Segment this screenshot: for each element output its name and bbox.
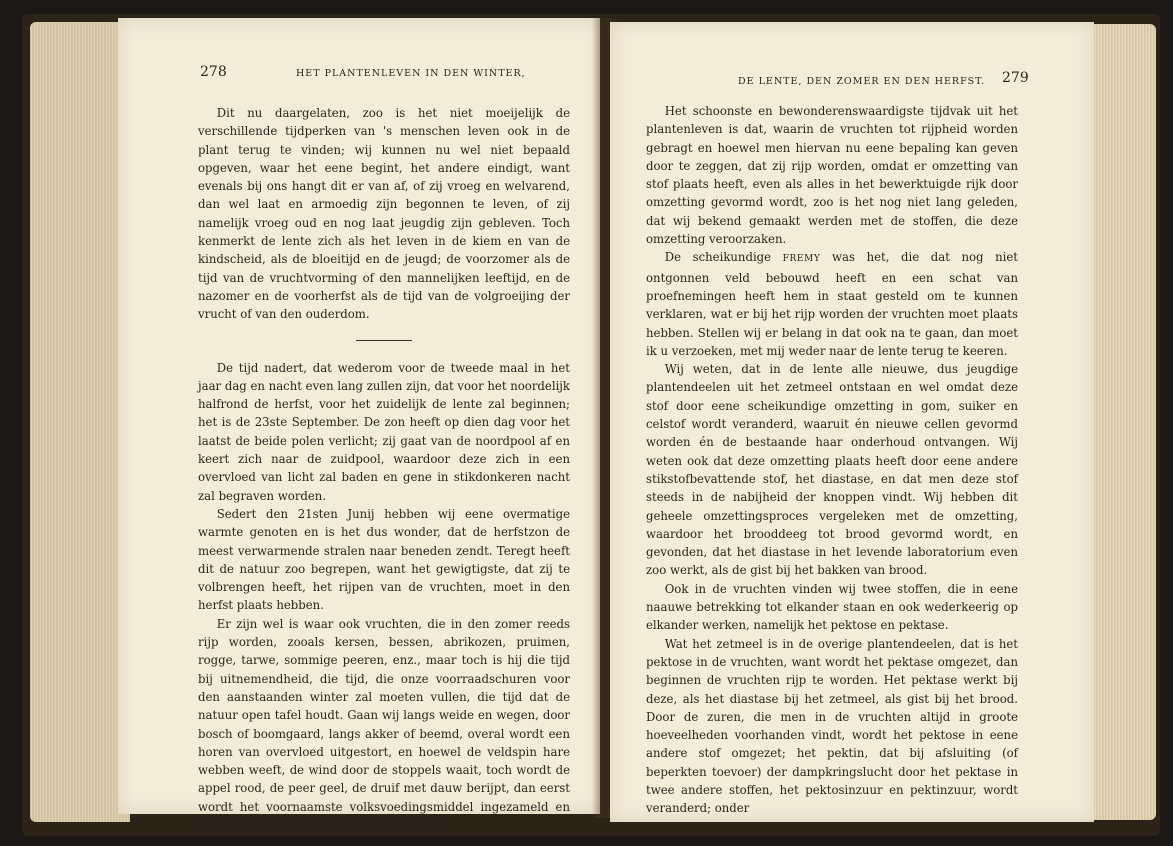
paragraph bbox=[646, 248, 1018, 360]
paragraph: Wij weten, dat in de lente alle nieuwe, dus jeugdige plantendeelen uit het zetmeel ontstaan en wel omdat deze stof door eene scheikundige omzetting in gom, suiker en celstof wordt veranderd, waaruit én nieuwe cellen gevormd worden én de bestaande haar onderhoud ontvangen. Wij weten ook dat deze omzetting plaats heeft door eene andere stikstofbevattende stof, het diastase, en dat men deze stof steeds in de nabijheid der knoppen vindt. Wij hebben dit geheele omzettingsproces vergeleken met de omzetting, waardoor het brooddeeg tot brood gevormd wordt, en gevonden, dat het diastase in het levende laboratorium even zoo werkt, als de gist bij het bakken van brood. bbox=[646, 362, 1018, 578]
page-number-left: 278 bbox=[200, 64, 227, 80]
paragraph-last bbox=[198, 615, 570, 837]
paragraph-text: De scheikundige bbox=[664, 250, 783, 265]
running-header-right: DE LENTE, DEN ZOMER EN DEN HERFST. bbox=[738, 76, 986, 87]
right-page-body bbox=[646, 102, 1018, 818]
section-divider bbox=[356, 340, 412, 341]
smallcaps-word: HERFST bbox=[316, 821, 361, 832]
paragraph: Ook in de vruchten vinden wij twee stoffen, die in eene naauwe betrekking tot elkander staan en ook wederkeerig op elkander werken, namelijk het pektose en pektase. bbox=[646, 581, 1018, 633]
smallcaps-name: FREMY bbox=[782, 254, 821, 265]
paragraph-text: was het, die dat nog niet ontgonnen veld bebouwd heeft en een schat van proefnemingen heeft hem in staat gesteld om te kunnen verklaren, wat er bij het rijp worden der vruchten moet plaats hebben. Stellen wij er belang in dat ook na te gaan, dan moet ik u verzoeken, met mij weder naar de lente terug te keeren. bbox=[646, 250, 1018, 358]
paragraph: Dit nu daargelaten, zoo is het niet moeijelijk de verschillende tijdperken van 's menschen leven ook in de plant terug te vinden; wij kunnen nu wel niet bepaald opgeven, waar het eene begint, het andere eindigt, want evenals bij ons hangt dit er van af, of zij vroeg en welvarend, dan wel laat en armoedig zijn begonnen te leven, of zij namelijk vroeg oud en nog laat jeugdig zijn gebleven. Toch kenmerkt de lente zich als het leven in de kiem en van de kindscheid, als de bloeitijd en de jeugd; de voorzomer als de tijd van de vruchtvorming of den mannelijken leeftijd, en de nazomer en de voorherfst als de tijd van de volgroeijing der vrucht of van den ouderdom. bbox=[198, 106, 570, 322]
paragraph-text: Er zijn wel is waar ook vruchten, die in den zomer reeds rijp worden, zooals kersen, bessen, abrikozen, pruimen, rogge, tarwe, sommige peeren, enz., maar toch is hij die tijd bij uitnemendheid, die tijd, die onze voorraadschuren voor den aanstaanden winter zal moeten vullen, die tijd dat de natuur open tafel houdt. Gaan wij langs weide en wegen, door bosch of boomgaard, langs akker of beemd, overal wordt een horen van overvloed uitgestort, en hoewel de veldspin hare webben weeft, de wind door de stoppels waait, toch wordt de appel rood, de peer geel, de druif met dauw berijpt, dan eerst wordt het voornaamste volksvoedingsmiddel ingezameld en kan men zeggen de bbox=[198, 616, 570, 832]
paragraph: Het schoonste en bewonderenswaardigste tijdvak uit het plantenleven is dat, waarin de vruchten tot rijpheid worden gebragt en hoewel men hiervan nu eene bepaling kan geven door te zeggen, dat zij rijp worden, omdat er omzetting van stof plaats heeft, even als alles in het bewerktuigde rijk door omzetting gevormd wordt, zoo is het nog niet lang geleden, dat wij bekend gemaakt werden met de stoffen, die deze omzetting veroorzaken. bbox=[646, 104, 1018, 247]
paragraph: Sedert den 21sten Junij hebben wij eene overmatige warmte genoten en is het dus wonder, dat de herfstzon de meest verwarmende stralen naar beneden zendt. Teregt heeft dit de natuur zoo begrepen, want het gewigtigste, dat zij te volbrengen heeft, het rijpen van de vruchten, moet in den herfst plaats hebben. bbox=[198, 506, 570, 613]
running-header-left: HET PLANTENLEVEN IN DEN WINTER, bbox=[296, 68, 526, 79]
page-edges-left bbox=[30, 22, 130, 822]
paragraph-tail: is begonnen. bbox=[360, 817, 440, 832]
paragraph: Wat het zetmeel is in de overige plantendeelen, dat is het pektose in de vruchten, want wordt het pektase omgezet, dan beginnen de vruchten rijp te worden. Het pektase werkt bij deze, als het diastase bij het zetmeel, als gist bij het brood. Door de zuren, die men in de vruchten altijd in groote hoeveelheden voorhanden vindt, wordt het pektose in eene andere stof omgezet; het pektin, dat bij afsluiting (of beperkten toevoer) der dampkringslucht door het pektase in twee andere stoffen, het pektosinzuur en pektinzuur, wordt veranderd; onder bbox=[646, 636, 1018, 816]
page-edges-right bbox=[1088, 24, 1156, 820]
right-page bbox=[610, 22, 1094, 822]
page-number-right: 279 bbox=[1002, 70, 1029, 86]
paragraph: De tijd nadert, dat wederom voor de tweede maal in het jaar dag en nacht even lang zullen zijn, dat voor het noordelijk halfrond de herfst, voor het zuidelijk de lente zal beginnen; het is de 23ste September. De zon heeft op dien dag voor het laatst de beide polen verlicht; zij gaat van de noordpool af en keert zich naar de zuidpool, waardoor deze zich in een overvloed van licht zal baden en gene in stikdonkeren nacht zal begraven worden. bbox=[198, 360, 571, 503]
left-page-body bbox=[198, 104, 570, 836]
left-page bbox=[118, 18, 600, 832]
